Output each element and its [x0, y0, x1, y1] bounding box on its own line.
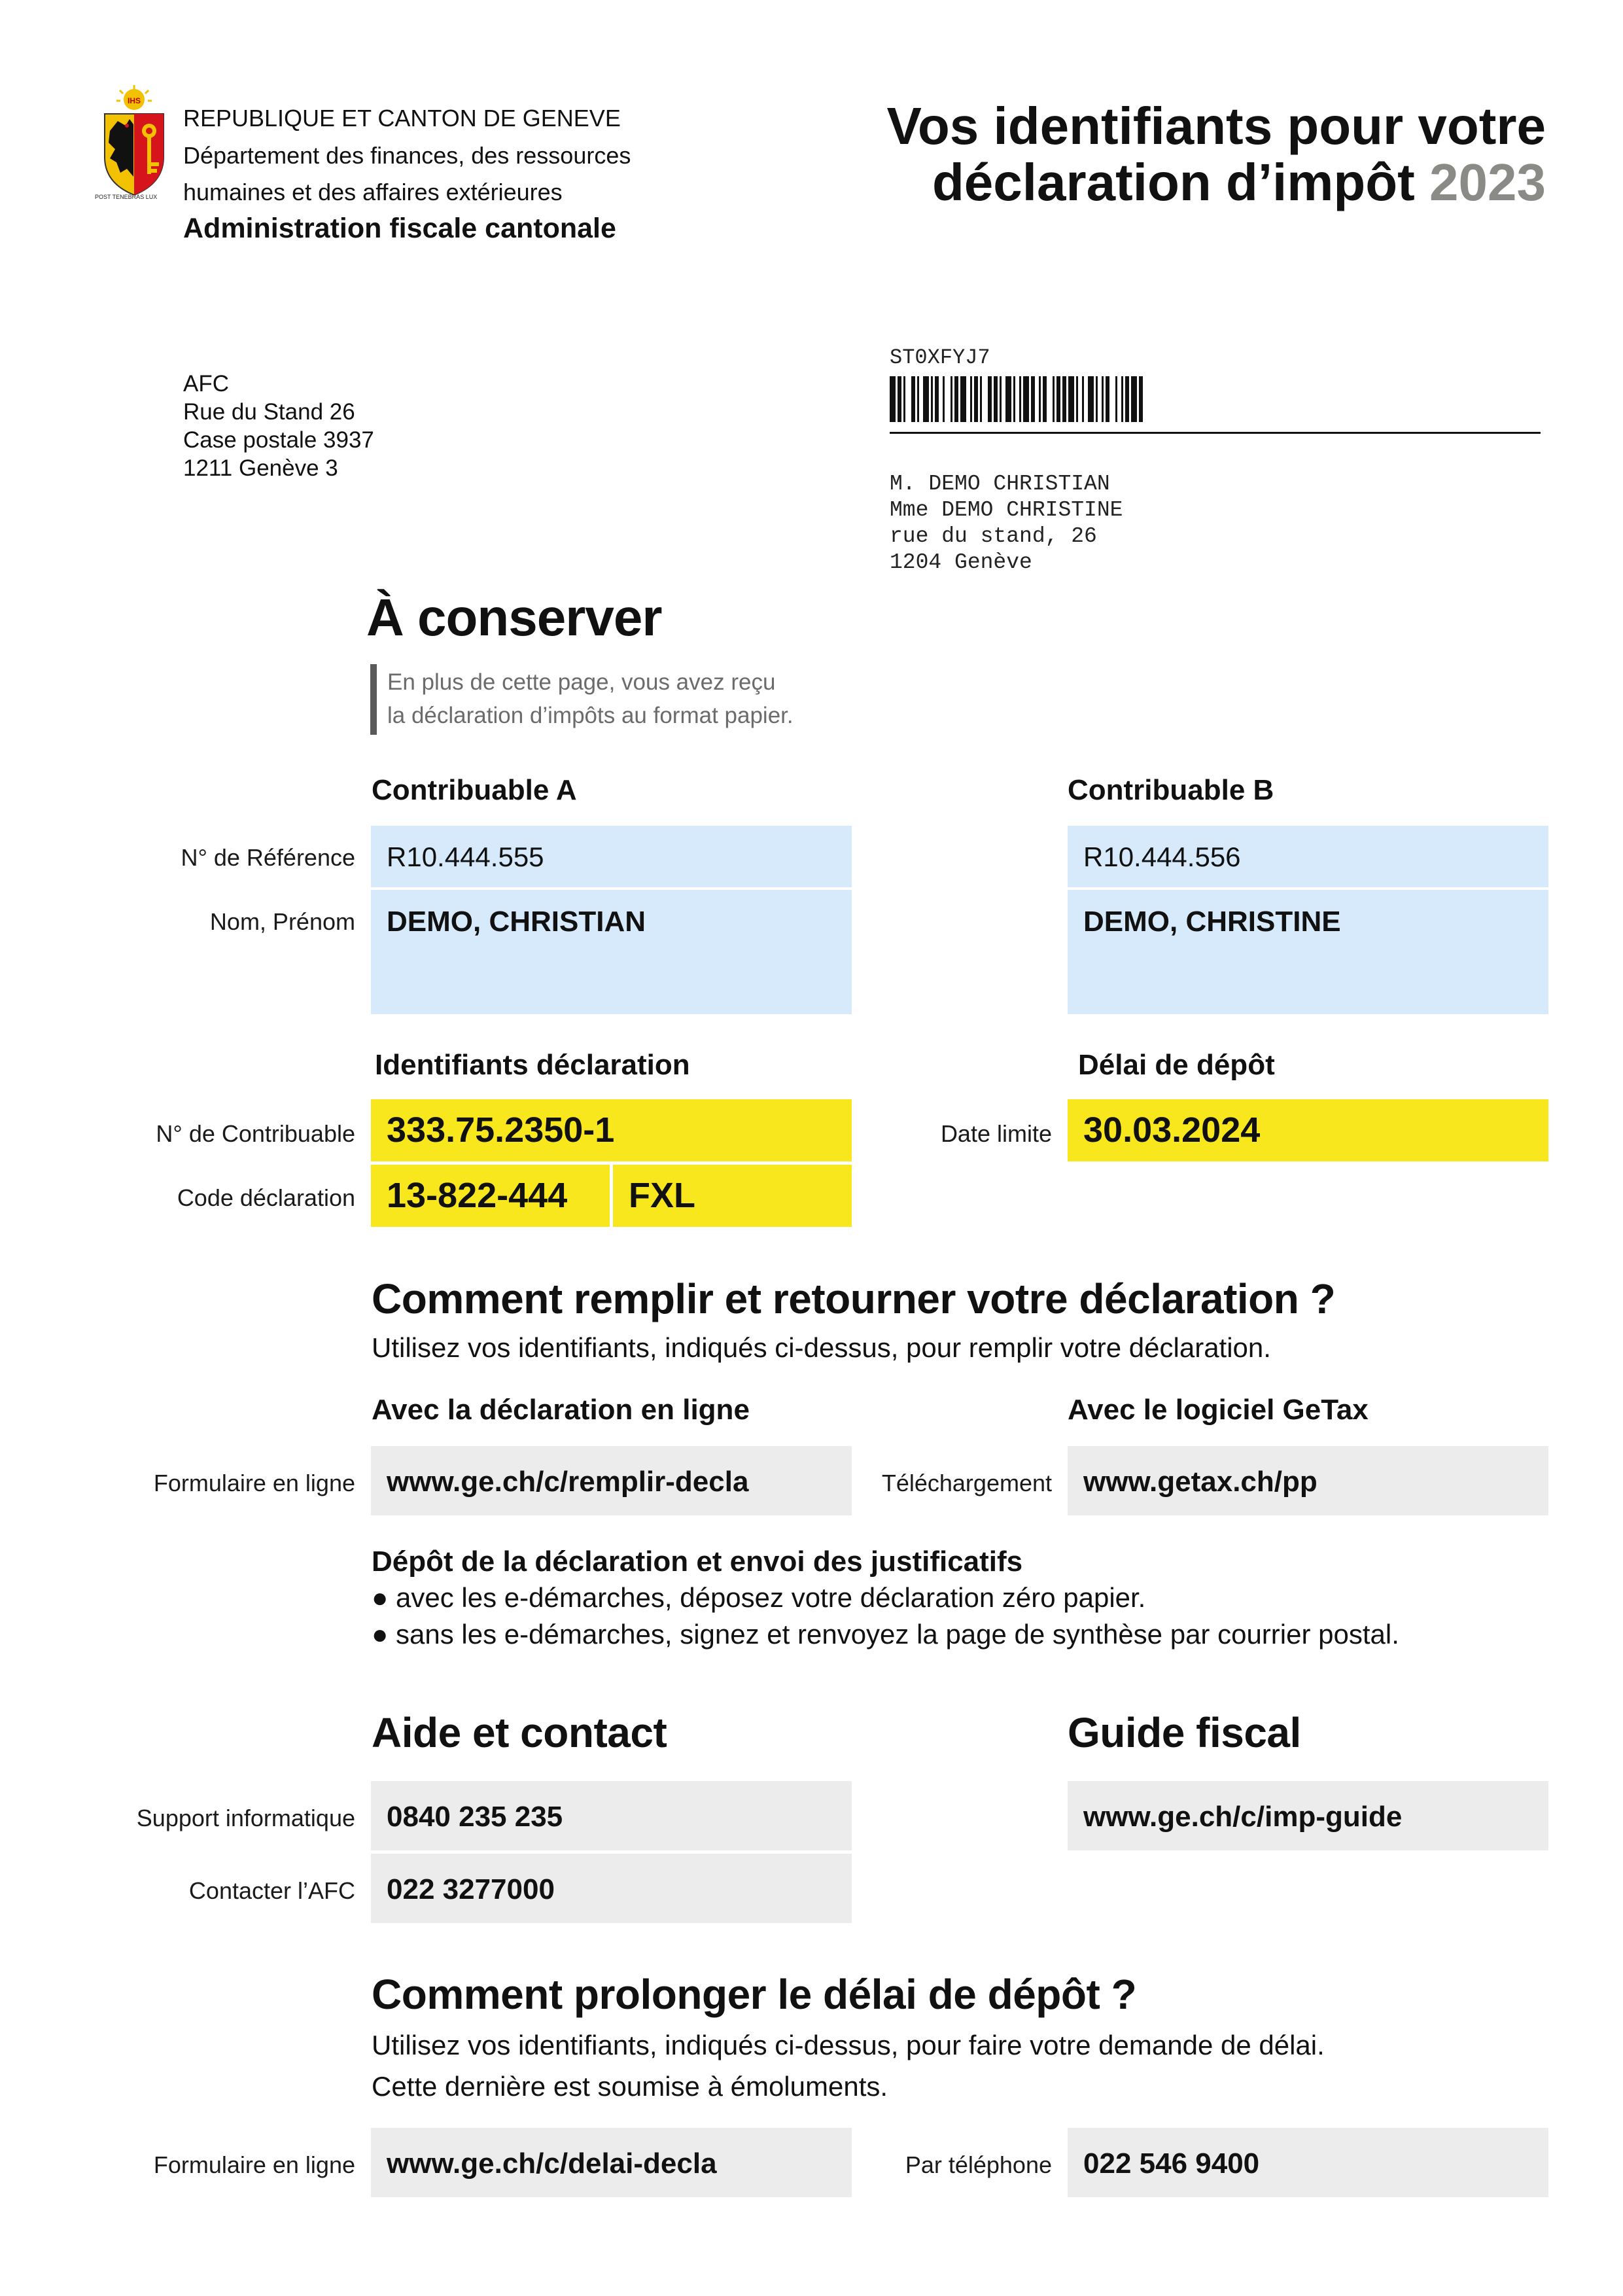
- fill-subtitle: Utilisez vos identifiants, indiqués ci-dessus, pour remplir votre déclaration.: [372, 1332, 1271, 1363]
- barcode-bar: [960, 376, 966, 422]
- barcode-bar: [1121, 376, 1123, 422]
- extend-phone-field[interactable]: [1068, 2128, 1548, 2197]
- a-ref-value: R10.444.555: [387, 841, 544, 872]
- crest-motto: POST TENEBRAS LUX: [95, 194, 158, 200]
- deadline-title: Délai de dépôt: [1078, 1049, 1275, 1081]
- a-name-value: DEMO, CHRISTIAN: [387, 906, 646, 938]
- deadline-value: 30.03.2024: [1083, 1110, 1261, 1150]
- extend-phone[interactable]: 022 546 9400: [1083, 2147, 1260, 2180]
- barcode-bar: [1125, 376, 1129, 422]
- title-line-2: [887, 154, 1546, 211]
- support-phone-field[interactable]: [371, 1781, 852, 1850]
- geneva-crest-logo: [95, 85, 170, 203]
- address-separator: [890, 432, 1541, 434]
- keep-note-bar: [370, 664, 377, 735]
- b-name-value: DEMO, CHRISTINE: [1083, 906, 1341, 938]
- barcode-bar: [1076, 376, 1078, 422]
- getax-link-field[interactable]: [1068, 1446, 1548, 1515]
- deposit-item-2: ● sans les e-démarches, signez et renvoyez la page de synthèse par courrier postal.: [372, 1619, 1399, 1650]
- code-value-1: 13-822-444: [387, 1176, 568, 1215]
- barcode-bar: [1096, 376, 1098, 422]
- barcode-bar: [923, 376, 929, 422]
- support-phone[interactable]: 0840 235 235: [387, 1801, 563, 1833]
- org-line-1: REPUBLIQUE ET CANTON DE GENEVE: [183, 105, 621, 132]
- barcode-bar: [890, 376, 896, 422]
- document-title: [887, 98, 1546, 211]
- afc-phone-field[interactable]: [371, 1854, 852, 1923]
- barcode-bar: [988, 376, 992, 422]
- afc-label: Contacter l’AFC: [188, 1877, 355, 1904]
- barcode-bar: [1062, 376, 1066, 422]
- b-ref-field: [1068, 826, 1548, 887]
- barcode-bar: [1115, 376, 1117, 422]
- barcode-bar: [943, 376, 945, 422]
- recipient-line-3: rue du stand, 26: [890, 524, 1097, 548]
- deposit-item-1: ● avec les e-démarches, déposez votre déclaration zéro papier.: [372, 1582, 1146, 1613]
- barcode-bar: [994, 376, 998, 422]
- sender-address: [183, 370, 374, 482]
- sender-line-3: Case postale 3937: [183, 427, 374, 453]
- barcode-bar: [1131, 376, 1137, 422]
- code-value-2: FXL: [629, 1176, 695, 1215]
- b-ref-value: R10.444.556: [1083, 841, 1241, 872]
- afc-phone[interactable]: 022 3277000: [387, 1873, 555, 1905]
- barcode-bar: [951, 376, 952, 422]
- keep-note-line-2: la déclaration d’impôts au format papier.: [387, 703, 794, 728]
- code-field-2: [613, 1165, 852, 1227]
- sender-line-4: 1211 Genève 3: [183, 455, 338, 481]
- online-label: Formulaire en ligne: [153, 1470, 355, 1496]
- barcode-bar: [903, 376, 905, 422]
- barcode-bar: [1043, 376, 1047, 422]
- recipient-code: ST0XFYJ7: [890, 345, 990, 370]
- keep-title: À conserver: [366, 588, 662, 646]
- barcode-bar: [1031, 376, 1035, 422]
- extend-phone-label: Par téléphone: [905, 2151, 1052, 2178]
- barcode-bar: [1106, 376, 1109, 422]
- title-text: déclaration d’impôt: [932, 153, 1415, 211]
- org-line-2: Département des finances, des ressources: [183, 142, 631, 169]
- barcode-bar: [1053, 376, 1055, 422]
- keep-note: [387, 665, 794, 732]
- a-ref-field: [371, 826, 852, 887]
- barcode-bar: [1005, 376, 1011, 422]
- b-name-field: [1068, 890, 1548, 1014]
- online-title: Avec la déclaration en ligne: [372, 1394, 750, 1426]
- online-link-field[interactable]: [371, 1446, 852, 1515]
- barcode-bar: [898, 376, 901, 422]
- getax-title: Avec le logiciel GeTax: [1068, 1394, 1369, 1426]
- extend-title: Comment prolonger le délai de dépôt ?: [372, 1971, 1137, 2018]
- code-field-1: [371, 1165, 610, 1227]
- barcode-bar: [970, 376, 972, 422]
- extend-link[interactable]: www.ge.ch/c/delai-decla: [387, 2147, 717, 2180]
- barcode-bar: [917, 376, 919, 422]
- recipient-line-2: Mme DEMO CHRISTINE: [890, 498, 1123, 522]
- barcode-bar: [1102, 376, 1104, 422]
- code-label: Code déclaration: [177, 1184, 355, 1211]
- help-title: Aide et contact: [372, 1709, 667, 1756]
- barcode-bar: [1068, 376, 1074, 422]
- getax-link[interactable]: www.getax.ch/pp: [1083, 1466, 1318, 1498]
- org-line-3: humaines et des affaires extérieures: [183, 179, 563, 205]
- contrib-number-field: [371, 1099, 852, 1161]
- contribuable-a-title: Contribuable A: [372, 774, 577, 806]
- crest-shield-icon: [98, 85, 170, 203]
- contrib-number-value: 333.75.2350-1: [387, 1110, 615, 1150]
- a-name-field: [371, 890, 852, 1014]
- barcode-bar: [1013, 376, 1015, 422]
- extend-line-1: Utilisez vos identifiants, indiqués ci-dessus, pour faire votre demande de délai.: [372, 2030, 1325, 2060]
- barcode-bar: [1023, 376, 1029, 422]
- guide-link-field[interactable]: [1068, 1781, 1548, 1850]
- contribuable-b-title: Contribuable B: [1068, 774, 1274, 806]
- recipient-line-4: 1204 Genève: [890, 550, 1032, 574]
- barcode-bar: [931, 376, 933, 422]
- recipient-address: [890, 471, 1123, 576]
- keep-note-line-1: En plus de cette page, vous avez reçu: [387, 669, 776, 695]
- barcode-bar: [911, 376, 915, 422]
- barcode-bar: [980, 376, 982, 422]
- guide-title: Guide fiscal: [1068, 1709, 1301, 1756]
- getax-label: Téléchargement: [881, 1470, 1052, 1496]
- org-line-4: Administration fiscale cantonale: [183, 213, 616, 244]
- barcode: [890, 376, 1269, 422]
- barcode-bar: [1056, 376, 1060, 422]
- barcode-bar: [954, 376, 958, 422]
- barcode-bar: [1039, 376, 1041, 422]
- barcode-bar: [935, 376, 939, 422]
- barcode-bar: [1000, 376, 1002, 422]
- deadline-label: Date limite: [940, 1120, 1052, 1147]
- extend-online-label: Formulaire en ligne: [153, 2151, 355, 2178]
- online-link[interactable]: www.ge.ch/c/remplir-decla: [387, 1466, 749, 1498]
- title-line-1: Vos identifiants pour votre: [886, 97, 1546, 155]
- barcode-icon: [890, 376, 1269, 422]
- ref-label: N° de Référence: [181, 844, 355, 871]
- barcode-bar: [1019, 376, 1021, 422]
- recipient-line-1: M. DEMO CHRISTIAN: [890, 472, 1110, 496]
- title-year: 2023: [1429, 153, 1546, 211]
- support-label: Support informatique: [136, 1805, 355, 1831]
- barcode-bar: [1139, 376, 1143, 422]
- barcode-bar: [1088, 376, 1094, 422]
- deadline-field: [1068, 1099, 1548, 1161]
- sender-line-1: AFC: [183, 371, 229, 397]
- barcode-bar: [1082, 376, 1084, 422]
- ids-title: Identifiants déclaration: [375, 1049, 690, 1081]
- fill-title: Comment remplir et retourner votre déclaration ?: [372, 1275, 1336, 1322]
- svg-text:IHS: IHS: [127, 96, 141, 105]
- contrib-label: N° de Contribuable: [156, 1120, 355, 1147]
- extend-link-field[interactable]: [371, 2128, 852, 2197]
- name-label: Nom, Prénom: [209, 908, 355, 935]
- sender-line-2: Rue du Stand 26: [183, 399, 355, 425]
- deposit-title: Dépôt de la déclaration et envoi des justificatifs: [372, 1545, 1023, 1578]
- extend-line-2: Cette dernière est soumise à émoluments.: [372, 2071, 888, 2102]
- guide-link[interactable]: www.ge.ch/c/imp-guide: [1083, 1801, 1403, 1833]
- barcode-bar: [974, 376, 978, 422]
